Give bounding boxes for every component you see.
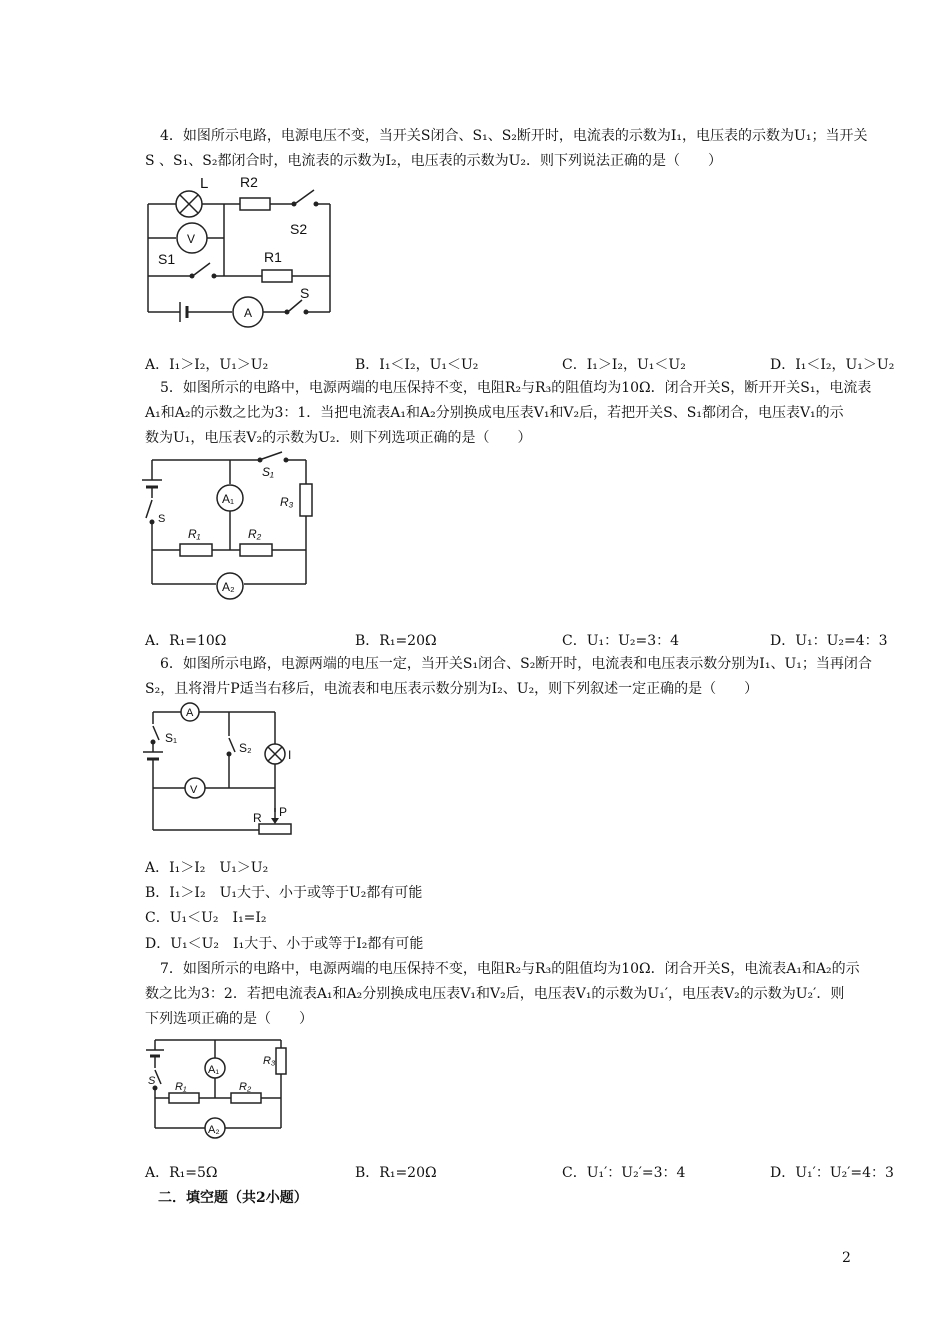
q7-r2-label: R₂	[239, 1081, 252, 1093]
q5-s1-label: S₁	[262, 465, 274, 479]
q4-option-d[interactable]: D．I₁＜I₂，U₁＞U₂	[770, 357, 895, 373]
q4-lamp-label: L	[200, 175, 209, 192]
section-heading-fill-blank: 二．填空题（共2小题）	[158, 1190, 308, 1206]
q4-voltmeter-label: V	[187, 232, 196, 246]
q4-s-label: S	[300, 285, 310, 301]
q5-option-a[interactable]: A．R₁=10Ω	[145, 633, 227, 649]
q4-option-a[interactable]: A．I₁＞I₂，U₁＞U₂	[145, 357, 269, 373]
q5-option-d[interactable]: D．U₁：U₂=4：3	[770, 633, 888, 649]
q4-stem-line1: 4．如图所示电路，电源电压不变，当开关S闭合、S₁、S₂断开时，电流表的示数为I₁，电压表的示数为U₁；当开关	[160, 128, 868, 144]
q7-option-d[interactable]: D．U₁′：U₂′=4：3	[770, 1165, 894, 1181]
q4-s2-label: S2	[290, 221, 308, 237]
q7-option-b[interactable]: B．R₁=20Ω	[355, 1165, 437, 1181]
q7-stem-line2: 数之比为3：2．若把电流表A₁和A₂分别换成电压表V₁和V₂后，电压表V₁的示数为U₁′，电压表V₂的示数为U₂′．则	[145, 986, 845, 1002]
q7-circuit-diagram	[145, 1034, 295, 1142]
q6-voltmeter-label: V	[190, 784, 198, 796]
q7-r1-label: R₁	[175, 1081, 187, 1093]
q5-s-label: S	[158, 513, 166, 525]
q4-stem-line2: S 、S₁、S₂都闭合时，电流表的示数为I₂，电压表的示数为U₂．则下列说法正确的是（ ）	[145, 153, 722, 169]
q6-stem-line2: S₂，且将滑片P适当右移后，电流表和电压表示数分别为I₂、U₂，则下列叙述一定正确的是（ ）	[145, 681, 759, 697]
q4-circuit-diagram	[140, 172, 340, 332]
q7-stem-line1: 7．如图所示的电路中，电源两端的电压保持不变，电阻R₂与R₃的阻值均为10Ω．闭合开关S，电流表A₁和A₂的示	[160, 961, 860, 977]
q6-s2-label: S₂	[239, 741, 252, 755]
q5-r1-label: R₁	[188, 527, 201, 541]
page-number: 2	[842, 1250, 851, 1266]
q7-a1-label: A₁	[208, 1064, 220, 1076]
q5-stem-line3: 数为U₁，电压表V₂的示数为U₂．则下列选项正确的是（ ）	[145, 430, 532, 446]
q5-a2-label: A₂	[222, 580, 235, 594]
q6-ammeter-label: A	[186, 707, 194, 719]
q6-stem-line1: 6．如图所示电路，电源两端的电压一定，当开关S₁闭合、S₂断开时，电流表和电压表示数分别为I₁、U₁；当再闭合	[160, 656, 872, 672]
q5-circuit-diagram	[140, 452, 320, 604]
q7-option-a[interactable]: A．R₁=5Ω	[145, 1165, 218, 1181]
q6-p-label: P	[279, 805, 288, 819]
q4-option-c[interactable]: C．I₁＞I₂，U₁＜U₂	[562, 357, 686, 373]
q5-r3-label: R₃	[280, 495, 294, 509]
q5-stem-line1: 5．如图所示的电路中，电源两端的电压保持不变，电阻R₂与R₃的阻值均为10Ω．闭合开关S，断开开关S₁，电流表	[160, 380, 872, 396]
q5-option-c[interactable]: C．U₁：U₂=3：4	[562, 633, 680, 649]
q4-s1-label: S1	[158, 251, 176, 267]
q4-ammeter-label: A	[244, 306, 253, 320]
q4-option-b[interactable]: B．I₁＜I₂，U₁＜U₂	[355, 357, 479, 373]
q7-stem-line3: 下列选项正确的是（ ）	[145, 1011, 313, 1027]
q7-r3-label: R₃	[263, 1055, 276, 1067]
q6-r-label: R	[253, 811, 262, 825]
q7-option-c[interactable]: C．U₁′：U₂′=3：4	[562, 1165, 686, 1181]
q5-a1-label: A₁	[222, 492, 235, 506]
q6-option-d[interactable]: D．U₁＜U₂ I₁大于、小于或等于I₂都有可能	[145, 936, 424, 952]
q7-a2-label: A₂	[208, 1124, 220, 1136]
q6-s1-label: S₁	[165, 731, 178, 745]
q4-r2-label: R2	[240, 174, 258, 190]
q6-option-a[interactable]: A．I₁＞I₂ U₁＞U₂	[145, 860, 269, 876]
q6-circuit-diagram	[145, 702, 305, 834]
q5-option-b[interactable]: B．R₁=20Ω	[355, 633, 437, 649]
q5-stem-line2: A₁和A₂的示数之比为3：1．当把电流表A₁和A₂分别换成电压表V₁和V₂后，若把开关S、S₁都闭合，电压表V₁的示	[145, 405, 844, 421]
q5-r2-label: R₂	[248, 527, 262, 541]
q7-s-label: S	[148, 1075, 156, 1087]
q6-option-b[interactable]: B．I₁＞I₂ U₁大于、小于或等于U₂都有可能	[145, 885, 423, 901]
q6-lamp-label: I	[288, 748, 292, 762]
q4-r1-label: R1	[264, 249, 282, 265]
q6-option-c[interactable]: C．U₁＜U₂ I₁=I₂	[145, 910, 267, 926]
